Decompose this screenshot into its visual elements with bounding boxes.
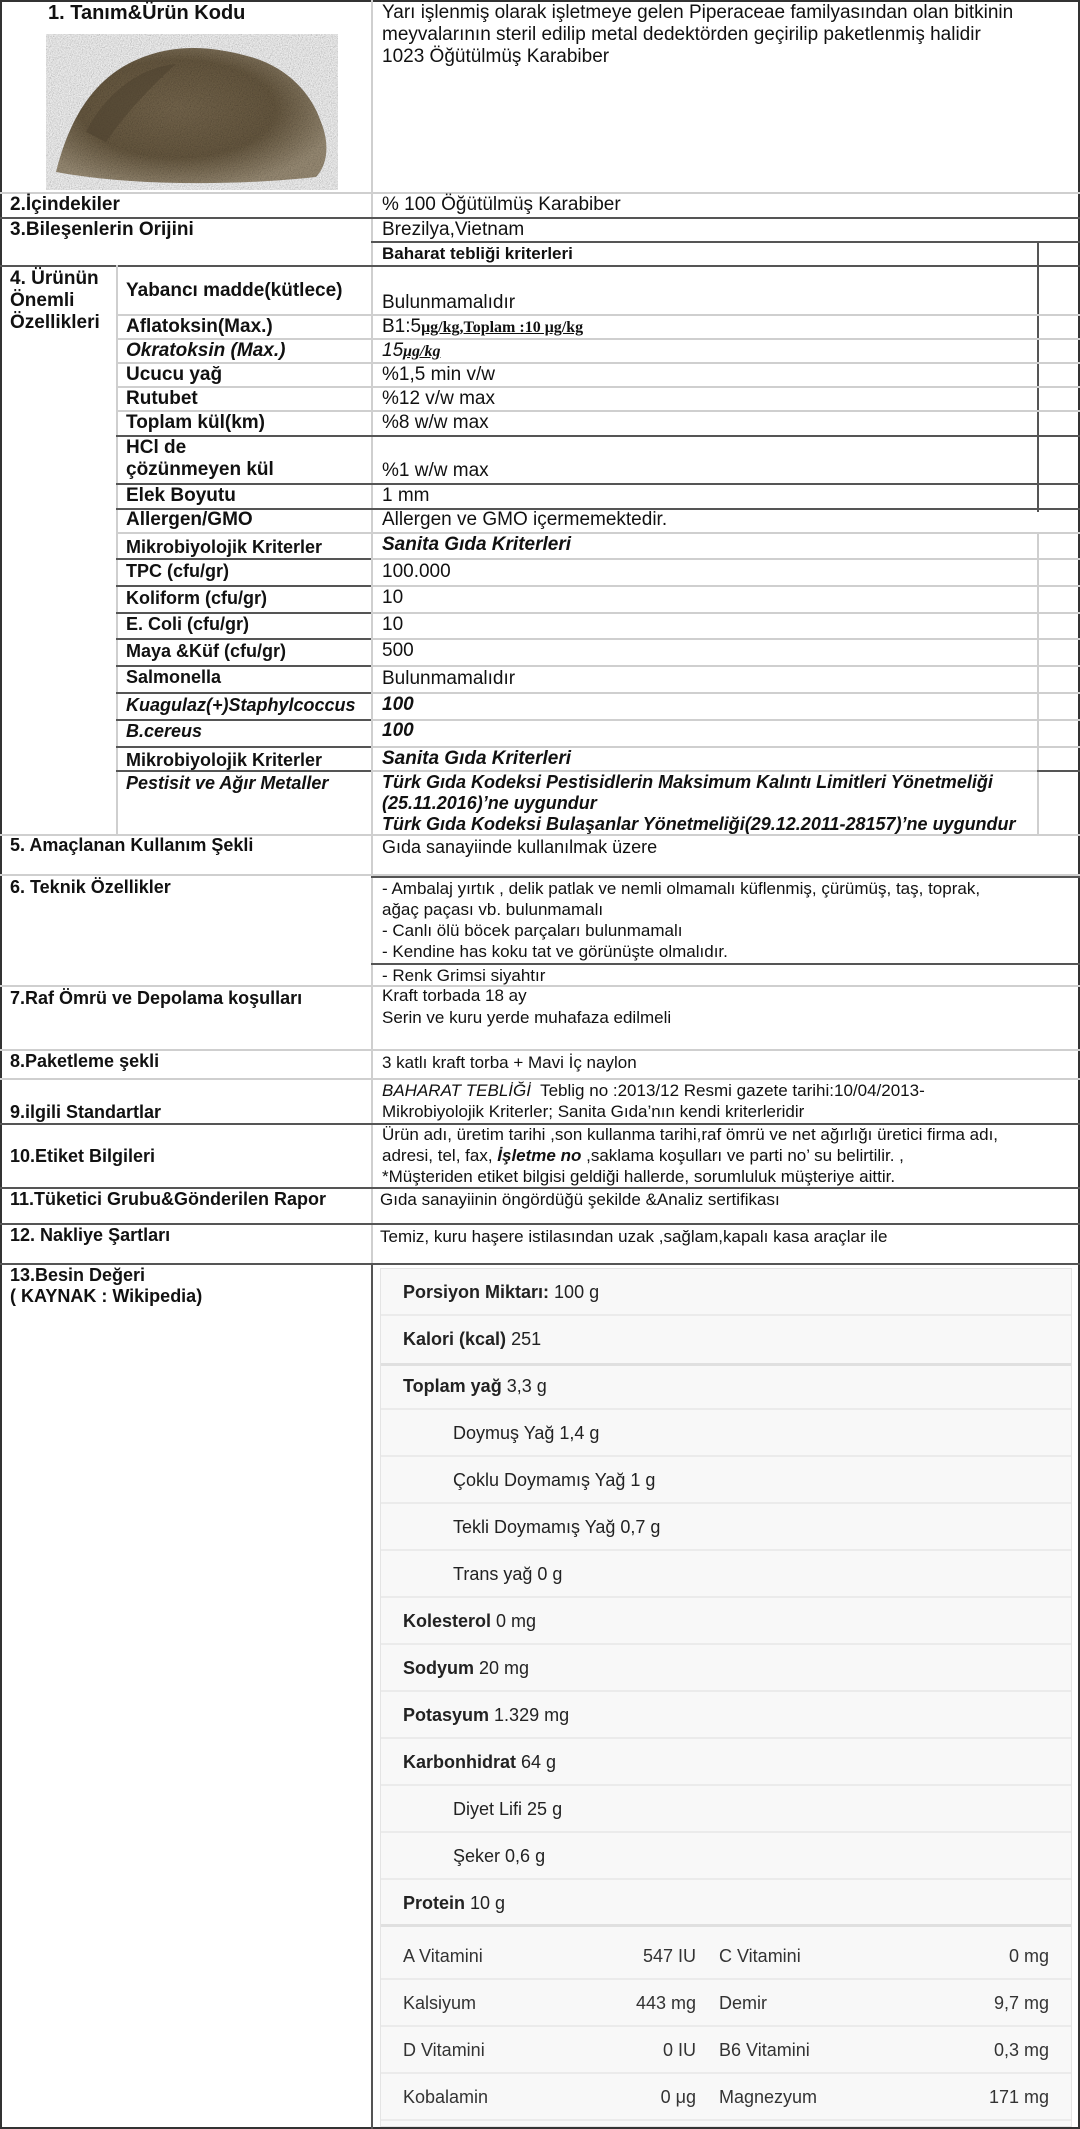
nutrition-facts-panel xyxy=(380,1268,1072,2127)
vitamin-value: 0,3 mg xyxy=(993,2040,1049,2060)
nutrient-entry xyxy=(453,1564,562,1585)
nutrition-row xyxy=(381,1692,1071,1739)
section-12-label: 12. Nakliye Şartları xyxy=(10,1225,171,1245)
technical-spec-line: - Ambalaj yırtık , delik patlak ve nemli olmamalı küflenmiş, çürümüş, taş, toprak, xyxy=(382,879,981,898)
ochratoxin-value: 15 xyxy=(382,340,404,361)
section-9-label: 9.ilgili Standartlar xyxy=(10,1102,162,1122)
property-name: E. Coli (cfu/gr) xyxy=(126,614,249,634)
property-value: %1 w/w max xyxy=(382,460,489,481)
nutrient-value: 1.329 mg xyxy=(494,1705,570,1725)
row-divider xyxy=(116,362,1080,364)
section-13-label xyxy=(10,1265,202,1307)
nutrition-row xyxy=(381,1269,1071,1316)
section-11-value: Gıda sanayiinin öngördüğü şekilde &Analiz sertifikası xyxy=(380,1190,780,1209)
section-6-value xyxy=(382,878,1072,962)
property-name: Salmonella xyxy=(126,667,222,687)
property-value: Sanita Gıda Kriterleri xyxy=(382,534,572,555)
vitamin-name: Demir xyxy=(719,1993,767,2013)
nutrient-entry xyxy=(403,1752,556,1773)
row-divider xyxy=(116,483,1080,485)
section-11-label: 11.Tüketici Grubu&Gönderilen Rapor xyxy=(10,1189,327,1209)
subcolumn-divider xyxy=(116,265,118,834)
section-4-label-line: 4. Ürünün xyxy=(10,268,99,289)
nutrition-row xyxy=(381,1363,1071,1410)
row-divider xyxy=(371,692,1080,694)
vitamin-name: Kobalamin xyxy=(403,2087,489,2107)
section-6-label: 6. Teknik Özellikler xyxy=(10,877,171,897)
property-value: 1 mm xyxy=(382,485,430,506)
section-13-label-line: 13.Besin Değeri xyxy=(10,1265,146,1285)
section-4-label-line: Önemli xyxy=(10,290,75,311)
regulation-line: Türk Gıda Kodeksi Bulaşanlar Yönetmeliği(29.12.2011-28157)’ne uygundur xyxy=(382,814,1016,834)
property-value: 100 xyxy=(382,720,414,741)
row-divider xyxy=(116,386,1080,388)
nutrient-entry xyxy=(403,1282,599,1303)
label-info-text: ,saklama koşulları ve parti no’ su belirtilir. , xyxy=(581,1146,904,1165)
label-info-line xyxy=(382,1145,1072,1166)
row-divider xyxy=(116,746,371,748)
property-value: 10 xyxy=(382,587,404,608)
section-3-value: Brezilya,Vietnam xyxy=(382,219,525,240)
nutrition-source: ( KAYNAK : Wikipedia) xyxy=(10,1286,203,1306)
section-12-value: Temiz, kuru haşere istilasından uzak ,sağlam,kapalı kasa araçlar ile xyxy=(380,1227,888,1246)
technical-spec-line: - Kendine has koku tat ve görünüşte olmalıdır. xyxy=(382,942,728,961)
property-value: %12 v/w max xyxy=(382,388,495,409)
property-value: Allergen ve GMO içermemektedir. xyxy=(382,509,668,530)
property-name: Mikrobiyolojik Kriterler xyxy=(126,750,323,770)
property-value: %1,5 min v/w xyxy=(382,364,495,385)
label-info-text: adresi, tel, fax, xyxy=(382,1146,498,1165)
nutrient-value: 20 mg xyxy=(479,1658,530,1678)
nutrient-name: Çoklu Doymamış Yağ xyxy=(453,1470,626,1490)
property-value: 100 xyxy=(382,694,414,715)
section-2-value: % 100 Öğütülmüş Karabiber xyxy=(382,194,621,215)
vitamin-value: 9,7 mg xyxy=(993,1993,1049,2013)
nutrient-entry xyxy=(453,1799,562,1820)
section-5-value: Gıda sanayiinde kullanılmak üzere xyxy=(382,837,658,857)
row-divider xyxy=(371,612,1080,614)
section-10-label: 10.Etiket Bilgileri xyxy=(10,1146,156,1166)
row-divider xyxy=(116,532,1080,534)
storage-conditions: Serin ve kuru yerde muhafaza edilmeli xyxy=(382,1008,672,1027)
nutrient-name: Şeker xyxy=(453,1846,501,1866)
vitamin-value: 443 mg xyxy=(635,1993,696,2013)
nutrient-name: Kalori (kcal) xyxy=(403,1329,507,1349)
section-7-label: 7.Raf Ömrü ve Depolama koşulları xyxy=(10,988,303,1008)
property-value: 100.000 xyxy=(382,561,451,582)
nutrient-entry xyxy=(403,1611,536,1632)
property-value xyxy=(382,316,583,339)
vitamin-name: C Vitamini xyxy=(719,1946,801,1966)
property-name: B.cereus xyxy=(126,721,203,741)
nutrient-value: 3,3 g xyxy=(506,1376,547,1396)
section-4-label-line: Özellikleri xyxy=(10,312,100,333)
property-name: Kuagulaz(+)Staphylcoccus xyxy=(126,695,356,715)
row-divider xyxy=(371,638,1080,640)
nutrient-name: Protein xyxy=(403,1893,466,1913)
property-name: Pestisit ve Ağır Metaller xyxy=(126,773,329,793)
property-name: TPC (cfu/gr) xyxy=(126,561,229,581)
nutrient-name: Karbonhidrat xyxy=(403,1752,517,1772)
product-code-name: 1023 Öğütülmüş Karabiber xyxy=(382,46,610,67)
property-name: Ucucu yağ xyxy=(126,364,223,385)
technical-spec-line: ağaç paçası vb. bulunmamalı xyxy=(382,900,604,919)
nutrition-row xyxy=(381,1880,1071,1927)
vitamin-name: Magnezyum xyxy=(719,2087,818,2107)
property-name: Aflatoksin(Max.) xyxy=(126,316,273,337)
nutrient-value: 1,4 g xyxy=(559,1423,600,1443)
row-divider xyxy=(0,265,1080,267)
property-name: Okratoksin (Max.) xyxy=(126,340,286,361)
vitamin-mineral-row xyxy=(381,2027,1071,2074)
row-divider xyxy=(1037,770,1080,772)
nutrition-row xyxy=(381,1786,1071,1833)
section-9-value xyxy=(382,1080,925,1122)
property-name: Toplam kül(km) xyxy=(126,412,265,433)
label-info-line: Ürün adı, üretim tarihi ,son kullanma tarihi,raf ömrü ve net ağırlığı üretici firma adı, xyxy=(382,1125,999,1144)
nutrition-row xyxy=(381,1833,1071,1880)
property-value: Bulunmamalıdır xyxy=(382,292,516,313)
criteria-header: Baharat tebliği kriterleri xyxy=(382,244,573,263)
label-info-line: *Müşteriden etiket bilgisi geldiği hallerde, sorumluluk müşteriye aittir. xyxy=(382,1167,896,1186)
row-divider xyxy=(371,665,1080,667)
nutrition-row xyxy=(381,1551,1071,1598)
nutrient-name: Tekli Doymamış Yağ xyxy=(453,1517,616,1537)
ground-pepper-image xyxy=(46,22,338,190)
vitamin-value: 0 IU xyxy=(662,2040,696,2060)
nutrition-row xyxy=(381,1316,1071,1366)
vitamin-value: 0 μg xyxy=(660,2087,696,2107)
nutrient-value: 1 g xyxy=(630,1470,656,1490)
vitamin-value: 171 mg xyxy=(988,2087,1049,2107)
property-name: Mikrobiyolojik Kriterler xyxy=(126,537,323,557)
nutrient-value: 251 xyxy=(511,1329,542,1349)
vitamin-name: Kalsiyum xyxy=(403,1993,477,2013)
nutrient-name: Potasyum xyxy=(403,1705,490,1725)
nutrient-name: Doymuş Yağ xyxy=(453,1423,555,1443)
nutrient-entry xyxy=(403,1705,569,1726)
section-1-label: 1. Tanım&Ürün Kodu xyxy=(48,2,246,24)
spice-regulation-title: BAHARAT TEBLİĞİ xyxy=(382,1081,531,1100)
vitamin-name: B6 Vitamini xyxy=(719,2040,810,2060)
property-value: 500 xyxy=(382,640,414,661)
nutrition-row xyxy=(381,1645,1071,1692)
regulation-line: Türk Gıda Kodeksi Pestisidlerin Maksimum Kalıntı Limitleri Yönetmeliği xyxy=(382,772,993,792)
row-divider xyxy=(0,1049,1080,1051)
nutrient-entry xyxy=(403,1376,547,1397)
regulation-details: Teblig no :2013/12 Resmi gazete tarihi:10/04/2013- xyxy=(530,1081,925,1100)
property-name: Allergen/GMO xyxy=(126,509,253,530)
business-number-label: İşletme no xyxy=(497,1146,582,1165)
property-name xyxy=(126,437,274,481)
ochratoxin-unit: μg/kg xyxy=(403,343,441,360)
section-3-label: 3.Bileşenlerin Orijini xyxy=(10,219,194,240)
nutrient-name: Diyet Lifi xyxy=(453,1799,523,1819)
property-value: 10 xyxy=(382,614,404,635)
row-divider xyxy=(371,719,1080,721)
property-name: Rutubet xyxy=(126,388,198,409)
section-1-description xyxy=(382,2,1072,68)
nutrient-value: 10 g xyxy=(470,1893,506,1913)
section-8-value: 3 katlı kraft torba + Mavi İç naylon xyxy=(382,1053,637,1072)
nutrition-row xyxy=(381,1504,1071,1551)
section-4-label xyxy=(10,268,100,334)
property-value xyxy=(382,340,440,363)
vitamin-mineral-row xyxy=(381,2074,1071,2121)
property-value xyxy=(382,772,1042,835)
nutrient-value: 0 mg xyxy=(496,1611,537,1631)
property-name: Elek Boyutu xyxy=(126,485,236,506)
nutrient-name: Toplam yağ xyxy=(403,1376,502,1396)
regulation-line: (25.11.2016)’ne uygundur xyxy=(382,793,597,813)
property-value: Bulunmamalıdır xyxy=(382,668,516,689)
nutrient-value: 25 g xyxy=(527,1799,563,1819)
row-divider xyxy=(371,558,1080,560)
nutrient-value: 64 g xyxy=(521,1752,557,1772)
shelf-life: Kraft torbada 18 ay xyxy=(382,986,527,1005)
tick-column-divider xyxy=(1037,241,1039,512)
section-7-value xyxy=(382,985,671,1029)
property-name: Yabancı madde(kütlece) xyxy=(126,280,343,301)
nutrient-value: 0,6 g xyxy=(505,1846,546,1866)
vitamin-value: 0 mg xyxy=(1008,1946,1049,1966)
nutrition-row xyxy=(381,1457,1071,1504)
nutrient-entry xyxy=(403,1329,541,1350)
nutrient-entry xyxy=(403,1658,529,1679)
column-divider-lower xyxy=(371,1264,373,2129)
color-spec: - Renk Grimsi siyahtır xyxy=(382,966,546,985)
column-divider xyxy=(371,0,373,1264)
property-name-line: HCl de xyxy=(126,437,187,458)
standards-line xyxy=(382,1080,925,1101)
vitamin-value: 547 IU xyxy=(642,1946,696,1966)
nutrient-name: Sodyum xyxy=(403,1658,475,1678)
nutrient-entry xyxy=(453,1423,599,1444)
nutrient-entry xyxy=(453,1517,660,1538)
nutrition-row xyxy=(381,1739,1071,1786)
property-name-line: çözünmeyen kül xyxy=(126,459,274,480)
section-10-value xyxy=(382,1124,1072,1187)
nutrient-entry xyxy=(453,1846,545,1867)
description-line: Yarı işlenmiş olarak işletmeye gelen Piperaceae familyasından olan bitkinin xyxy=(382,2,1014,23)
property-name: Koliform (cfu/gr) xyxy=(126,588,267,608)
nutrient-name: Porsiyon Miktarı: xyxy=(403,1282,550,1302)
nutrient-name: Trans yağ xyxy=(453,1564,533,1584)
standards-line: Mikrobiyolojik Kriterler; Sanita Gıda’nın kendi kriterleridir xyxy=(382,1102,805,1121)
nutrient-name: Kolesterol xyxy=(403,1611,492,1631)
aflatoxin-unit: μg/kg,Toplam :10 μg/kg xyxy=(421,319,584,336)
nutrient-entry xyxy=(403,1893,505,1914)
vitamin-name: D Vitamini xyxy=(403,2040,485,2060)
description-line: meyvalarının steril edilip metal dedektörden geçirilip paketlenmiş halidir xyxy=(382,24,981,45)
nutrient-value: 0,7 g xyxy=(620,1517,661,1537)
nutrient-value: 0 g xyxy=(537,1564,563,1584)
section-2-label: 2.İçindekiler xyxy=(10,194,120,215)
nutrient-value: 100 g xyxy=(554,1282,600,1302)
vitamin-mineral-row xyxy=(381,1980,1071,2027)
aflatoxin-b1: B1:5 xyxy=(382,316,422,337)
section-5-label: 5. Amaçlanan Kullanım Şekli xyxy=(10,835,254,855)
technical-spec-line: - Canlı ölü böcek parçaları bulunmamalı xyxy=(382,921,683,940)
vitamin-mineral-row xyxy=(381,1933,1071,1980)
nutrient-entry xyxy=(453,1470,655,1491)
property-value: Sanita Gıda Kriterleri xyxy=(382,748,572,769)
nutrition-row xyxy=(381,1598,1071,1645)
row-divider xyxy=(371,585,1080,587)
property-value: %8 w/w max xyxy=(382,412,489,433)
vitamin-name: A Vitamini xyxy=(403,1946,483,1966)
section-8-label: 8.Paketleme şekli xyxy=(10,1051,160,1071)
property-name: Maya &Küf (cfu/gr) xyxy=(126,641,287,661)
nutrition-row xyxy=(381,1410,1071,1457)
